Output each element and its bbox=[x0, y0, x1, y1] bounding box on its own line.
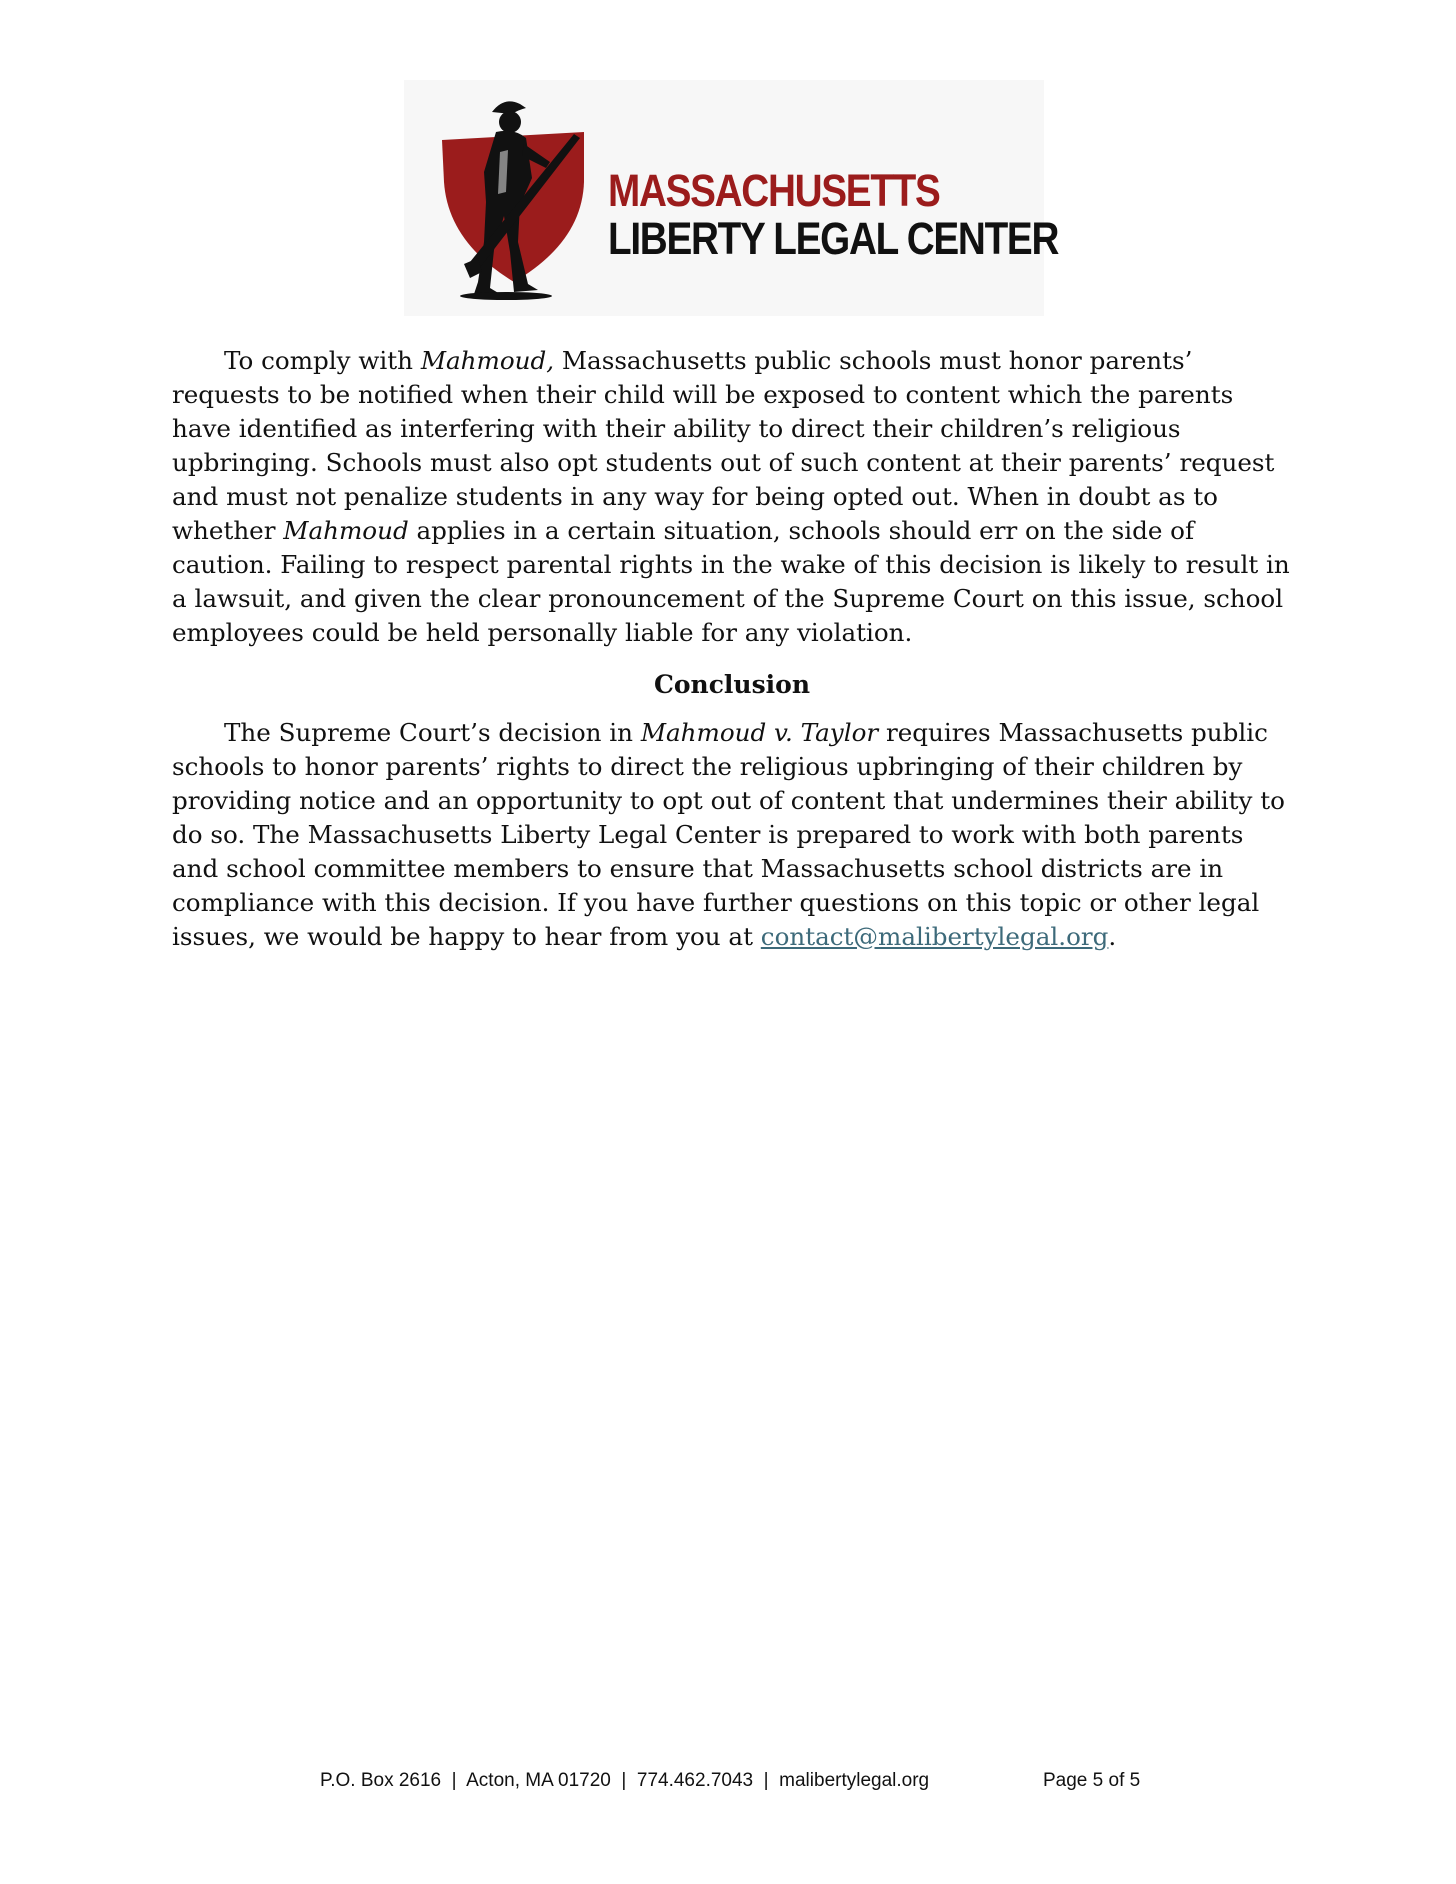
paragraph-conclusion: The Supreme Court’s decision in Mahmoud v. Taylor requires Massachusetts public schools to honor parents’ rights to direct the religious upbringing of their children by providing notice and an opportunity to opt out of content that undermines their ability to do so. The Massachusetts Liberty Legal Center is prepared to work with both parents and school committee members to ensure that Massachusetts school districts are in compliance with this decision. If you have further questions on this topic or other legal issues, we would be happy to hear from you at contact@malibertylegal.org. bbox=[172, 718, 1285, 951]
document-body bbox=[172, 344, 1292, 954]
case-name: Mahmoud bbox=[283, 516, 409, 545]
logo-line-massachusetts: MASSACHUSETTS bbox=[608, 165, 940, 216]
contact-email-link[interactable]: contact@malibertylegal.org bbox=[760, 922, 1109, 951]
paragraph-compliance: To comply with Mahmoud, Massachusetts public schools must honor parents’ requests to be notified when their child will be exposed to content which the parents have identified as interfering with their ability to direct their children’s religious upbringing. Schools must also opt students out of such content at their parents’ request and must not penalize students in any way for being opted out. When in doubt as to whether Mahmoud applies in a certain situation, schools should err on the side of caution. Failing to respect parental rights in the wake of this decision is likely to result in a lawsuit, and given the clear pronouncement of the Supreme Court on this issue, school employees could be held personally liable for any violation. bbox=[172, 346, 1290, 647]
minuteman-shield-icon bbox=[434, 92, 594, 302]
logo-line-liberty-legal-center: LIBERTY LEGAL CENTER bbox=[608, 213, 1059, 264]
section-heading-conclusion: Conclusion bbox=[653, 670, 811, 699]
logo bbox=[404, 80, 1059, 316]
case-name: Mahmoud v. Taylor bbox=[640, 718, 879, 747]
page-number: Page 5 of 5 bbox=[1043, 1770, 1141, 1791]
case-name: Mahmoud, bbox=[420, 346, 555, 375]
footer-contact-info: P.O. Box 2616 | Acton, MA 01720 | 774.462.7043 | malibertylegal.org bbox=[320, 1770, 930, 1791]
logo-wordmark bbox=[608, 165, 1131, 264]
